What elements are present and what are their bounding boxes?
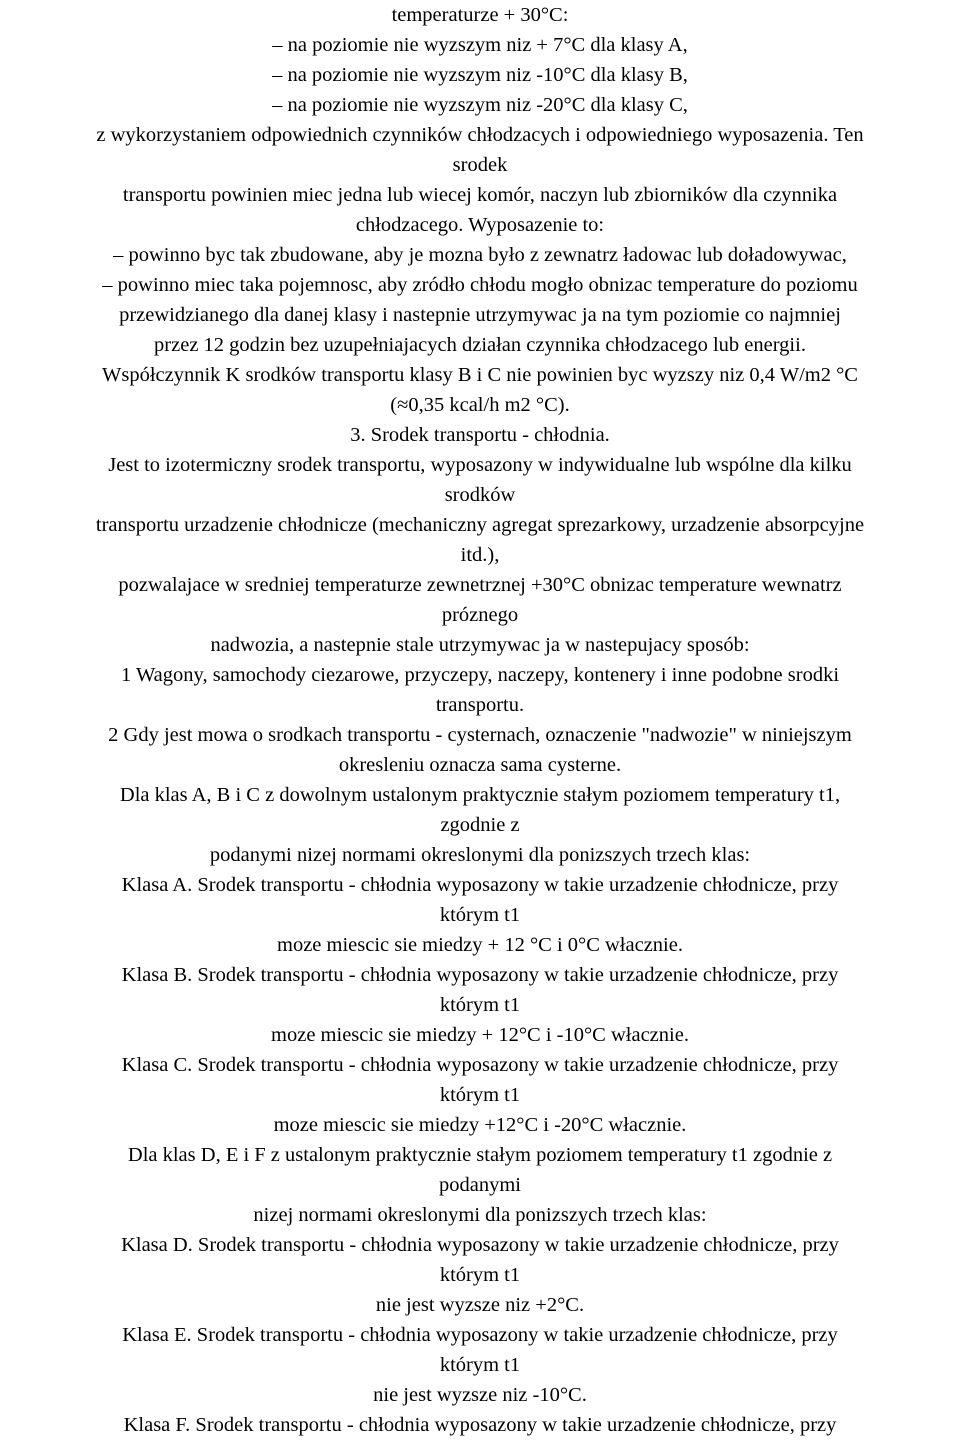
text-line: itd.), [460, 544, 500, 566]
text-line: – na poziomie nie wyzszym niz -20°C dla klasy C, [272, 94, 688, 116]
text-line: Dla klas A, B i C z dowolnym ustalonym praktycznie stałym poziomem temperatury t1, [119, 784, 841, 806]
text-line: – powinno byc tak zbudowane, aby je mozna było z zewnatrz ładowac lub doładowywac, [113, 244, 847, 266]
text-line: nadwozia, a nastepnie stale utrzymywac ja w nastepujacy sposób: [210, 634, 750, 656]
text-line: – na poziomie nie wyzszym niz + 7°C dla klasy A, [272, 34, 688, 56]
text-line: srodków [444, 484, 516, 506]
text-line: przez 12 godzin bez uzupełniajacych działan czynnika chłodzacego lub energii. [154, 334, 806, 356]
text-line: Jest to izotermiczny srodek transportu, wyposazony w indywidualne lub wspólne dla kilku [108, 454, 852, 476]
class-e-line: Klasa E. Srodek transportu - chłodnia wyposazony w takie urzadzenie chłodnicze, przy [122, 1324, 838, 1346]
text-line: srodek [452, 154, 508, 176]
text-line: próznego [441, 604, 519, 626]
text-line: którym t1 [439, 1354, 521, 1376]
text-line: którym t1 [439, 904, 521, 926]
text-line: nie jest wyzsze niz -10°C. [373, 1384, 587, 1406]
text-line: transportu powinien miec jedna lub wiecej komór, naczyn lub zbiorników dla czynnika [122, 184, 838, 206]
text-line: podanymi [439, 1174, 521, 1196]
text-line: pozwalajace w sredniej temperaturze zewnetrznej +30°C obnizac temperature wewnatrz [118, 574, 842, 596]
class-f-line: Klasa F. Srodek transportu - chłodnia wyposazony w takie urzadzenie chłodnicze, przy [123, 1414, 837, 1436]
text-line: 2 Gdy jest mowa o srodkach transportu - cysternach, oznaczenie "nadwozie" w niniejszym [108, 724, 852, 746]
text-line: podanymi nizej normami okreslonymi dla ponizszych trzech klas: [209, 844, 751, 866]
class-a-line: Klasa A. Srodek transportu - chłodnia wyposazony w takie urzadzenie chłodnicze, przy [121, 874, 839, 896]
text-line: temperaturze + 30°C: [391, 4, 569, 26]
text-line: moze miescic sie miedzy +12°C i -20°C włacznie. [273, 1114, 687, 1136]
text-line: Dla klas D, E i F z ustalonym praktycznie stałym poziomem temperatury t1 zgodnie z [127, 1144, 833, 1166]
text-line: – na poziomie nie wyzszym niz -10°C dla klasy B, [272, 64, 688, 86]
text-line: Współczynnik K srodków transportu klasy B i C nie powinien byc wyzszy niz 0,4 W/m2 °C [102, 364, 858, 386]
class-b-line: Klasa B. Srodek transportu - chłodnia wyposazony w takie urzadzenie chłodnicze, przy [121, 964, 839, 986]
class-d-line: Klasa D. Srodek transportu - chłodnia wyposazony w takie urzadzenie chłodnicze, przy [121, 1234, 839, 1256]
text-line: transportu. [435, 694, 525, 716]
text-line: przewidzianego dla danej klasy i nastepnie utrzymywac ja na tym poziomie co najmniej [119, 304, 841, 326]
class-c-line: Klasa C. Srodek transportu - chłodnia wyposazony w takie urzadzenie chłodnicze, przy [121, 1054, 839, 1076]
text-line: – powinno miec taka pojemnosc, aby zródło chłodu mogło obnizac temperature do poziomu [102, 274, 858, 296]
text-line: 1 Wagony, samochody ciezarowe, przyczepy, naczepy, kontenery i inne podobne srodki [120, 664, 840, 686]
text-line: nie jest wyzsze niz +2°C. [375, 1294, 585, 1316]
text-line: moze miescic sie miedzy + 12°C i -10°C włacznie. [271, 1024, 689, 1046]
text-line: którym t1 [439, 994, 521, 1016]
text-line: którym t1 [439, 1084, 521, 1106]
text-line: którym t1 [439, 1264, 521, 1286]
text-line: (≈0,35 kcal/h m2 °C). [390, 394, 570, 416]
text-line: moze miescic sie miedzy + 12 °C i 0°C włacznie. [277, 934, 683, 956]
text-line: chłodzacego. Wyposazenie to: [355, 214, 605, 236]
text-line: transportu urzadzenie chłodnicze (mechaniczny agregat sprezarkowy, urzadzenie absorpcyjne [95, 514, 865, 536]
section-heading: 3. Srodek transportu - chłodnia. [350, 424, 610, 446]
text-line: okresleniu oznacza sama cysterne. [338, 754, 622, 776]
text-line: zgodnie z [440, 814, 520, 836]
text-line: nizej normami okreslonymi dla ponizszych trzech klas: [253, 1204, 707, 1226]
text-line: z wykorzystaniem odpowiednich czynników chłodzacych i odpowiedniego wyposazenia. Ten [96, 124, 864, 146]
